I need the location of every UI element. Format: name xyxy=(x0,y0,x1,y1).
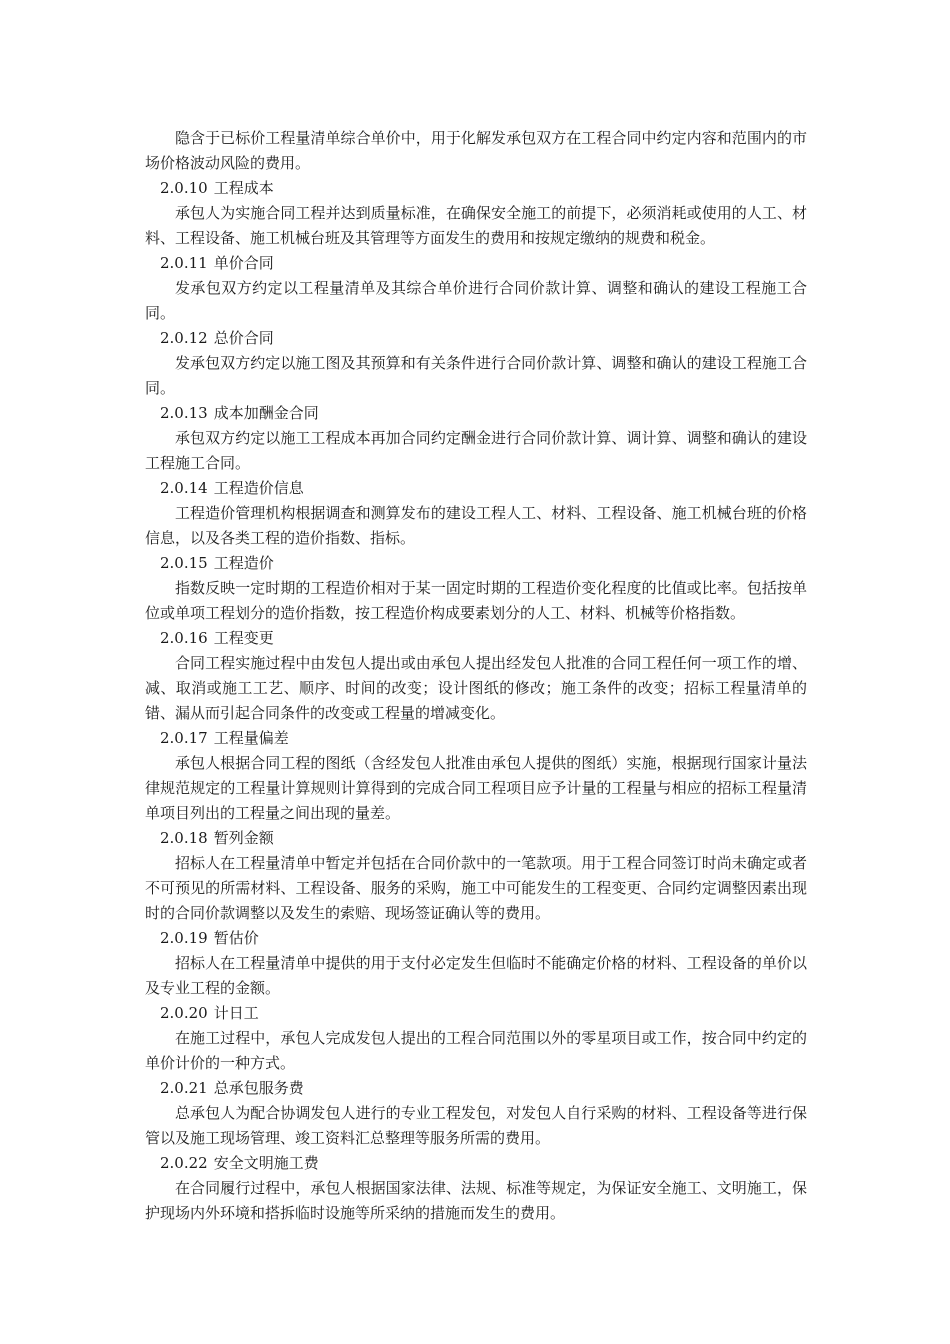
term-number: 2.0.21 xyxy=(160,1079,208,1097)
term-definition: 合同工程实施过程中由发包人提出或由承包人提出经发包人批准的合同工程任何一项工作的增、减、取消或施工工艺、顺序、时间的改变；设计图纸的修改；施工条件的改变；招标工程量清单的错、漏从而引起合同条件的改变或工程量的增减变化。 xyxy=(145,654,807,722)
term-heading xyxy=(145,726,807,751)
term-definition: 工程造价管理机构根据调查和测算发布的建设工程人工、材料、工程设备、施工机械台班的价格信息，以及各类工程的造价指数、指标。 xyxy=(145,504,807,547)
term-definition: 招标人在工程量清单中暂定并包括在合同价款中的一笔款项。用于工程合同签订时尚未确定或者不可预见的所需材料、工程设备、服务的采购，施工中可能发生的工程变更、合同约定调整因素出现时的合同价款调整以及发生的索赔、现场签证确认等的费用。 xyxy=(145,854,807,922)
term-block-2-0-15 xyxy=(145,551,807,626)
term-title: 工程造价信息 xyxy=(213,479,304,497)
term-number: 2.0.13 xyxy=(160,404,208,422)
term-block-2-0-17 xyxy=(145,726,807,826)
term-title: 暂估价 xyxy=(213,929,259,947)
term-title: 工程成本 xyxy=(213,179,274,197)
term-heading xyxy=(145,401,807,426)
term-number: 2.0.18 xyxy=(160,829,208,847)
term-definition: 发承包双方约定以施工图及其预算和有关条件进行合同价款计算、调整和确认的建设工程施工合同。 xyxy=(145,354,807,397)
term-definition: 指数反映一定时期的工程造价相对于某一固定时期的工程造价变化程度的比值或比率。包括按单位或单项工程划分的造价指数，按工程造价构成要素划分的人工、材料、机械等价格指数。 xyxy=(145,579,807,622)
term-title: 总价合同 xyxy=(213,329,274,347)
term-definition: 承包人根据合同工程的图纸（含经发包人批准由承包人提供的图纸）实施，根据现行国家计量法律规范规定的工程量计算规则计算得到的完成合同工程项目应予计量的工程量与相应的招标工程量清单项目列出的工程量之间出现的量差。 xyxy=(145,754,807,822)
term-block-2-0-21 xyxy=(145,1076,807,1151)
term-title: 工程量偏差 xyxy=(213,729,289,747)
term-block-2-0-16 xyxy=(145,626,807,726)
term-number: 2.0.11 xyxy=(160,254,208,272)
term-number: 2.0.17 xyxy=(160,729,208,747)
term-heading xyxy=(145,926,807,951)
term-block-2-0-10 xyxy=(145,176,807,251)
term-block-2-0-11 xyxy=(145,251,807,326)
term-number: 2.0.16 xyxy=(160,629,208,647)
term-title: 总承包服务费 xyxy=(213,1079,304,1097)
term-heading xyxy=(145,826,807,851)
term-heading xyxy=(145,251,807,276)
term-heading xyxy=(145,626,807,651)
document-page xyxy=(145,126,807,1226)
term-number: 2.0.14 xyxy=(160,479,208,497)
term-definition: 总承包人为配合协调发包人进行的专业工程发包，对发包人自行采购的材料、工程设备等进行保管以及施工现场管理、竣工资料汇总整理等服务所需的费用。 xyxy=(145,1104,807,1147)
term-number: 2.0.19 xyxy=(160,929,208,947)
term-number: 2.0.12 xyxy=(160,329,208,347)
term-number: 2.0.15 xyxy=(160,554,208,572)
term-block-2-0-19 xyxy=(145,926,807,1001)
term-definition: 在合同履行过程中，承包人根据国家法律、法规、标准等规定，为保证安全施工、文明施工，保护现场内外环境和搭拆临时设施等所采纳的措施而发生的费用。 xyxy=(145,1179,807,1222)
term-number: 2.0.20 xyxy=(160,1004,208,1022)
term-title: 单价合同 xyxy=(213,254,274,272)
term-block-2-0-18 xyxy=(145,826,807,926)
term-block-2-0-20 xyxy=(145,1001,807,1076)
term-definition: 承包人为实施合同工程并达到质量标准，在确保安全施工的前提下，必须消耗或使用的人工、材料、工程设备、施工机械台班及其管理等方面发生的费用和按规定缴纳的规费和税金。 xyxy=(145,204,807,247)
term-heading xyxy=(145,1076,807,1101)
term-definition: 招标人在工程量清单中提供的用于支付必定发生但临时不能确定价格的材料、工程设备的单价以及专业工程的金额。 xyxy=(145,954,807,997)
term-title: 安全文明施工费 xyxy=(213,1154,319,1172)
term-heading xyxy=(145,1001,807,1026)
term-definition: 在施工过程中，承包人完成发包人提出的工程合同范围以外的零星项目或工作，按合同中约定的单价计价的一种方式。 xyxy=(145,1029,807,1072)
term-block-2-0-22 xyxy=(145,1151,807,1226)
term-heading xyxy=(145,1151,807,1176)
term-heading xyxy=(145,476,807,501)
term-block-2-0-12 xyxy=(145,326,807,401)
intro-paragraph: 隐含于已标价工程量清单综合单价中，用于化解发承包双方在工程合同中约定内容和范围内的市场价格波动风险的费用。 xyxy=(145,129,807,172)
term-title: 工程变更 xyxy=(213,629,274,647)
term-block-2-0-13 xyxy=(145,401,807,476)
term-heading xyxy=(145,176,807,201)
term-heading xyxy=(145,326,807,351)
term-title: 暂列金额 xyxy=(213,829,274,847)
term-definition: 承包双方约定以施工工程成本再加合同约定酬金进行合同价款计算、调计算、调整和确认的建设工程施工合同。 xyxy=(145,429,807,472)
term-number: 2.0.22 xyxy=(160,1154,208,1172)
term-definition: 发承包双方约定以工程量清单及其综合单价进行合同价款计算、调整和确认的建设工程施工合同。 xyxy=(145,279,807,322)
term-title: 计日工 xyxy=(213,1004,259,1022)
term-heading xyxy=(145,551,807,576)
term-title: 工程造价 xyxy=(213,554,274,572)
term-title: 成本加酬金合同 xyxy=(213,404,319,422)
term-block-2-0-14 xyxy=(145,476,807,551)
term-number: 2.0.10 xyxy=(160,179,208,197)
